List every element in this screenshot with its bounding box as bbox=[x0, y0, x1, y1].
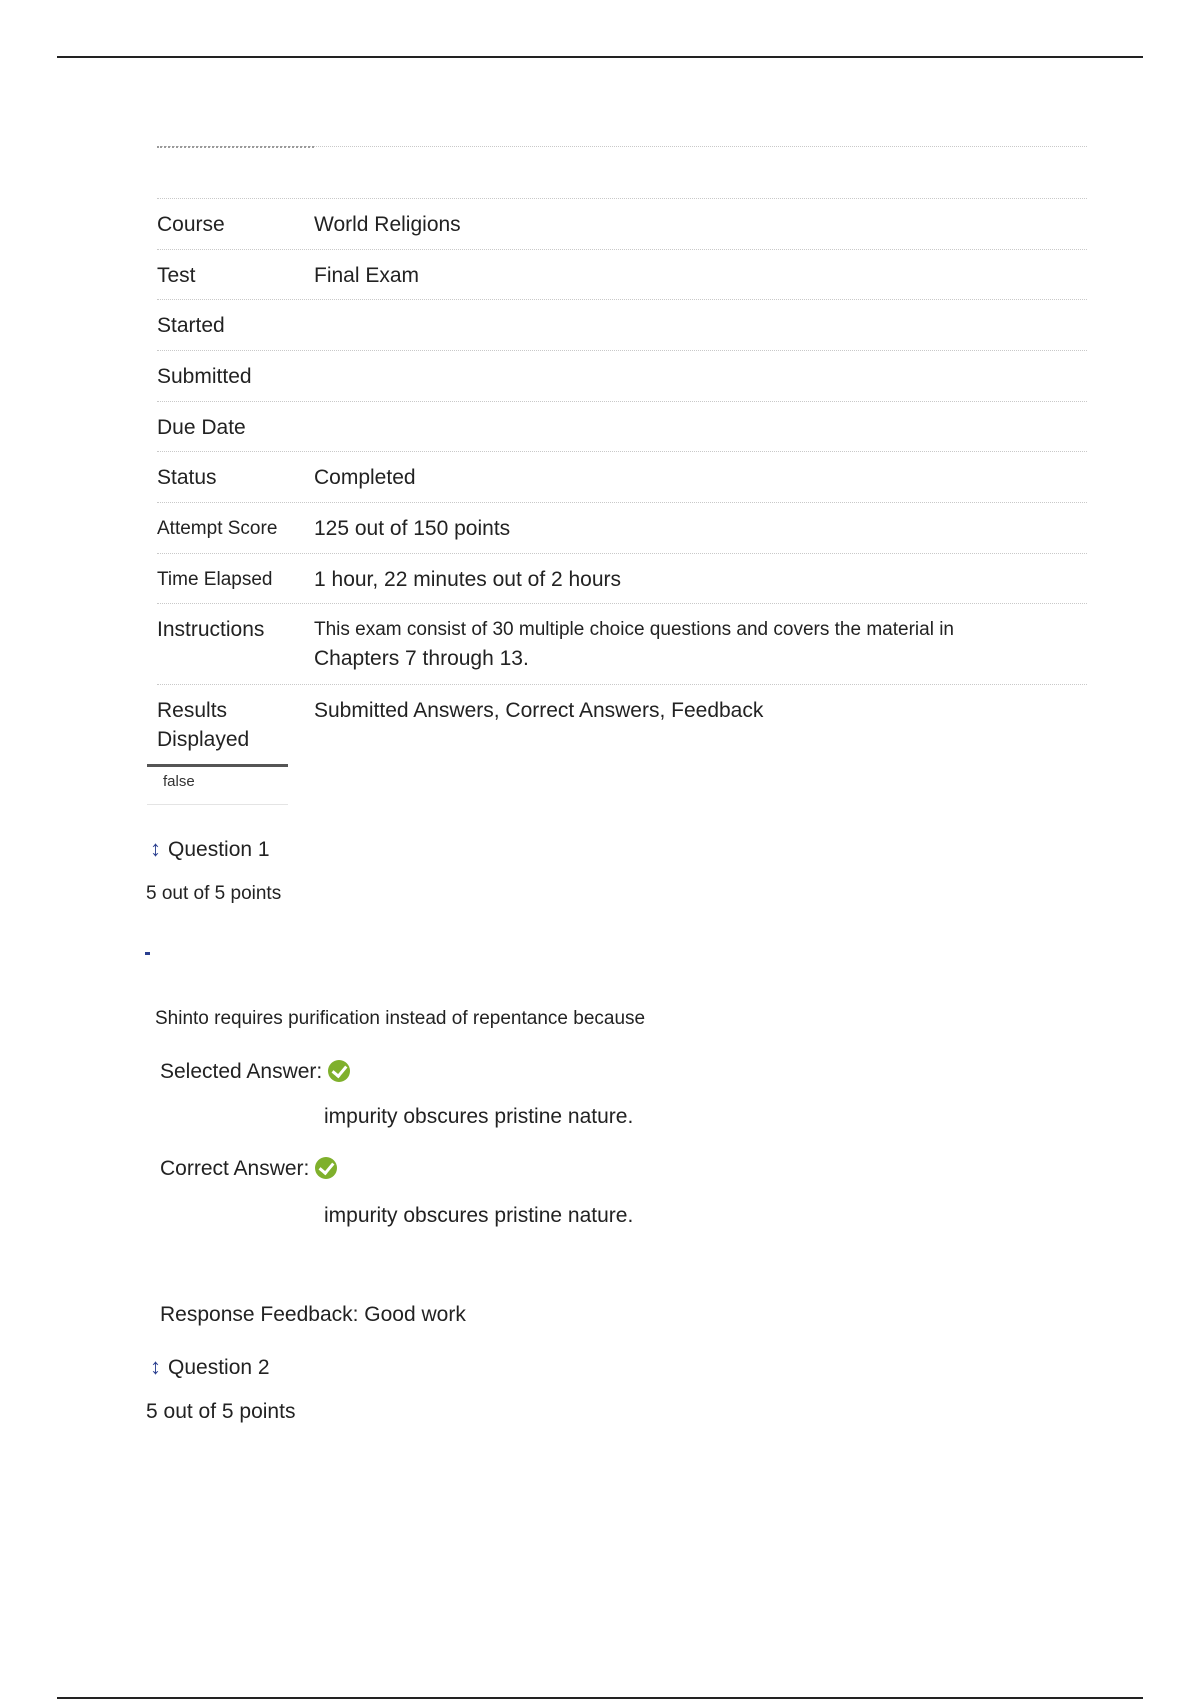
correct-answer-label: Correct Answer: bbox=[160, 1157, 310, 1180]
selected-answer-text: impurity obscures pristine nature. bbox=[324, 1105, 634, 1128]
attempt-score-label: Attempt Score bbox=[157, 518, 278, 539]
hidden-field-box bbox=[147, 764, 288, 805]
row-results-displayed bbox=[157, 684, 1087, 751]
question-1-prompt: Shinto requires purification instead of repentance because bbox=[155, 1008, 646, 1029]
correct-answer-text: impurity obscures pristine nature. bbox=[324, 1204, 634, 1227]
results-displayed-label bbox=[157, 696, 307, 754]
row-started bbox=[157, 299, 1087, 337]
question-2-header bbox=[150, 1354, 270, 1380]
row-time-elapsed bbox=[157, 553, 1087, 591]
instructions-label: Instructions bbox=[157, 618, 265, 641]
row-attempt-score bbox=[157, 502, 1087, 540]
due-date-label: Due Date bbox=[157, 416, 246, 439]
results-displayed-value: Submitted Answers, Correct Answers, Feedback bbox=[314, 699, 764, 722]
started-label: Started bbox=[157, 314, 225, 337]
status-value: Completed bbox=[314, 466, 416, 489]
results-label-line-1: Results bbox=[157, 699, 228, 722]
correct-check-icon bbox=[315, 1157, 337, 1179]
question-1-title: Question 1 bbox=[168, 838, 270, 861]
time-elapsed-label: Time Elapsed bbox=[157, 569, 273, 590]
question-1-points: 5 out of 5 points bbox=[146, 883, 282, 904]
course-value: World Religions bbox=[314, 213, 461, 236]
table-header-divider bbox=[157, 146, 1087, 147]
correct-check-icon bbox=[328, 1060, 350, 1082]
row-submitted bbox=[157, 350, 1087, 388]
sort-arrows-icon[interactable]: ↕ bbox=[150, 836, 161, 861]
selected-answer-label: Selected Answer: bbox=[160, 1060, 323, 1083]
row-status bbox=[157, 451, 1087, 489]
attempt-score-value: 125 out of 150 points bbox=[314, 517, 511, 540]
question-2-title: Question 2 bbox=[168, 1356, 270, 1379]
false-text: false bbox=[163, 773, 195, 790]
row-course bbox=[157, 198, 1087, 236]
response-feedback: Response Feedback: Good work bbox=[160, 1303, 466, 1326]
selected-answer-row bbox=[160, 1060, 350, 1084]
row-instructions bbox=[157, 603, 1087, 670]
blue-marker bbox=[145, 952, 150, 955]
correct-answer-row bbox=[160, 1157, 337, 1181]
instructions-line-1: This exam consist of 30 multiple choice questions and covers the material in bbox=[314, 619, 954, 640]
test-label: Test bbox=[157, 264, 196, 287]
course-label: Course bbox=[157, 213, 225, 236]
page-bottom-rule bbox=[57, 1697, 1143, 1699]
row-test bbox=[157, 249, 1087, 287]
row-due-date bbox=[157, 401, 1087, 439]
time-elapsed-value: 1 hour, 22 minutes out of 2 hours bbox=[314, 568, 622, 591]
question-1-header bbox=[150, 836, 270, 862]
instructions-line-2: Chapters 7 through 13. bbox=[314, 647, 529, 670]
page-top-rule bbox=[57, 56, 1143, 58]
submitted-label: Submitted bbox=[157, 365, 252, 388]
sort-arrows-icon[interactable]: ↕ bbox=[150, 1354, 161, 1379]
status-label: Status bbox=[157, 466, 217, 489]
test-value: Final Exam bbox=[314, 264, 420, 287]
instructions-value bbox=[314, 615, 1034, 673]
question-2-points: 5 out of 5 points bbox=[146, 1400, 296, 1423]
results-label-line-2: Displayed bbox=[157, 728, 250, 751]
